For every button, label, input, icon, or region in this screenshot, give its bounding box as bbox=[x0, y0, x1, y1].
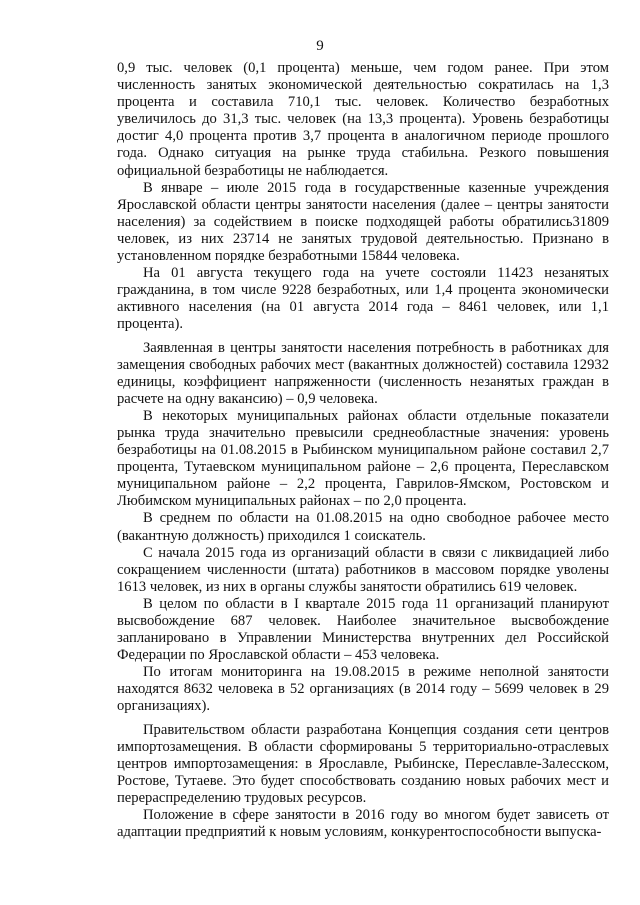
paragraph-9: По итогам мониторинга на 19.08.2015 в режиме неполной занятости находятся 8632 человека в 52 организациях (в 2014 году – 5699 человек в 29 организациях). bbox=[117, 664, 609, 715]
paragraph-3: На 01 августа текущего года на учете состояли 11423 незанятых гражданина, в том числе 9228 безработных, или 1,4 процента экономически активного населения (на 01 августа 2014 года – 8461 человек, или 1,1 процента). bbox=[117, 265, 609, 333]
paragraph-10: Правительством области разработана Концепция создания сети центров импортозамещения. В области сформированы 5 территориально-отраслевых центров импортозамещения: в Ярославле, Рыбинске, Переславле-Залесском, Ростове, Тутаеве. Это будет способствовать созданию новых рабочих мест и перераспределению трудовых ресурсов. bbox=[117, 721, 609, 806]
paragraph-6: В среднем по области на 01.08.2015 на одно свободное рабочее место (вакантную должность) приходился 1 соискатель. bbox=[117, 510, 609, 544]
paragraph-5: В некоторых муниципальных районах области отдельные показатели рынка труда значительно превысили среднеобластные значения: уровень безработицы на 01.08.2015 в Рыбинском муниципальном районе составил 2,7 процента, Тутаевском муниципальном районе – 2,6 процента, Переславском муниципальном районе – 2,2 процента, Гаврилов-Ямском, Ростовском и Любимском муниципальных районах – по 2,0 процента. bbox=[117, 407, 609, 510]
paragraph-4: Заявленная в центры занятости населения потребность в работниках для замещения свободных рабочих мест (вакантных должностей) составила 12932 единицы, коэффициент напряженности (численность незанятых граждан в расчете на одну вакансию) – 0,9 человека. bbox=[117, 339, 609, 407]
body-text bbox=[117, 60, 609, 841]
page-number: 9 bbox=[316, 38, 324, 54]
paragraph-2: В январе – июле 2015 года в государственные казенные учреждения Ярославской области центры занятости населения (далее – центры занятости населения) за содействием в поиске подходящей работы обратились31809 человек, из них 23714 не занятых трудовой деятельностью. Признано в установленном порядке безработными 15844 человека. bbox=[117, 179, 609, 265]
paragraph-11: Положение в сфере занятости в 2016 году во многом будет зависеть от адаптации предприятий к новым условиям, конкурентоспособности выпуска- bbox=[117, 807, 609, 841]
paragraph-1: 0,9 тыс. человек (0,1 процента) меньше, чем годом ранее. При этом численность занятых экономической деятельностью сократилась на 1,3 процента и составила 710,1 тыс. человек. Количество безработных увеличилось до 31,3 тыс. человек (на 13,3 процента). Уровень безработицы достиг 4,0 процента против 3,7 процента в аналогичном периоде прошлого года. Однако ситуация на рынке труда стабильна. Резкого повышения официальной безработицы не наблюдается. bbox=[117, 60, 609, 179]
paragraph-7: С начала 2015 года из организаций области в связи с ликвидацией либо сокращением численности (штата) работников в массовом порядке уволены 1613 человек, из них в органы службы занятости обратились 619 человек. bbox=[117, 544, 609, 595]
paragraph-8: В целом по области в I квартале 2015 года 11 организаций планируют высвобождение 687 человек. Наиболее значительное высвобождение запланировано в Управлении Министерства внутренних дел Российской Федерации по Ярославской области – 453 человека. bbox=[117, 595, 609, 664]
